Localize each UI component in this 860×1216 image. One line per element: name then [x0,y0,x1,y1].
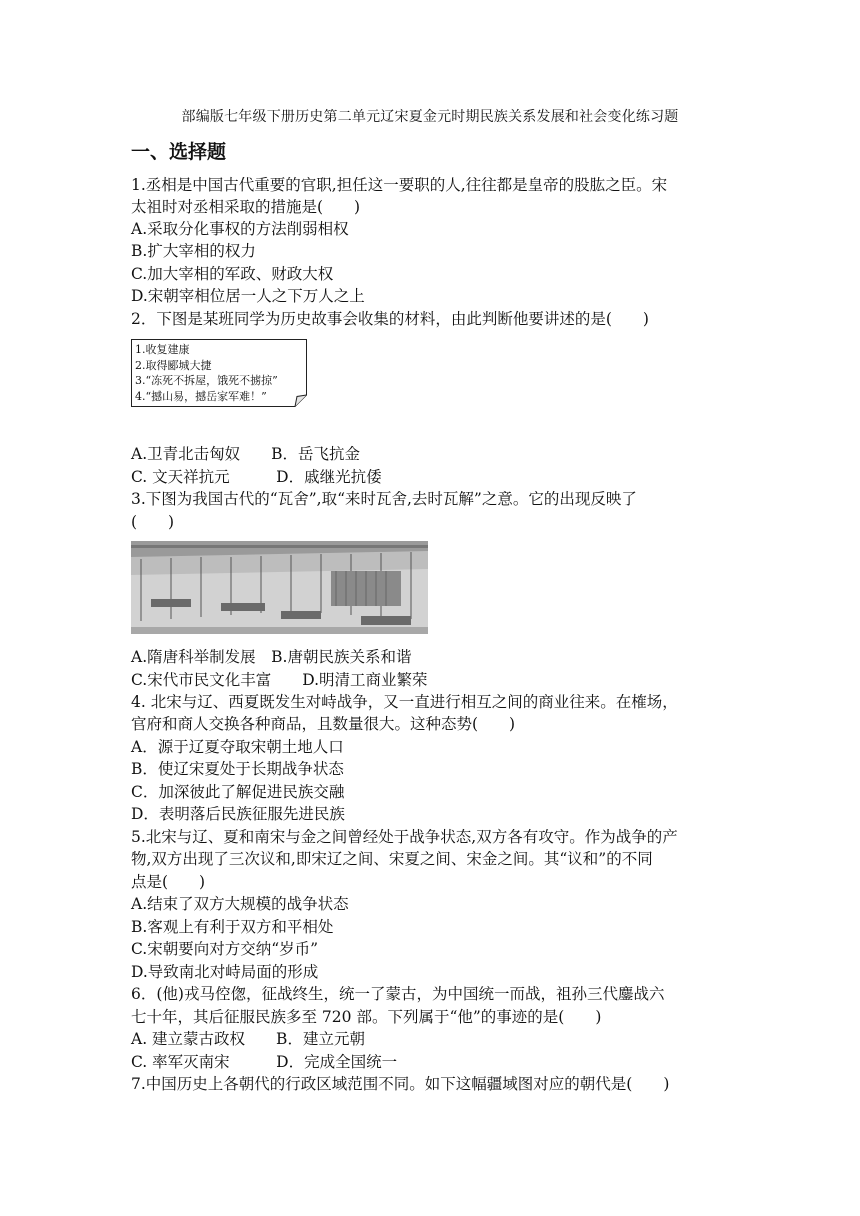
material-line-4: 4.“撼山易，撼岳家军难！” [135,389,267,403]
q4-option-b: B．使辽宋夏处于长期战争状态 [131,760,344,778]
q2-material-card [131,339,307,407]
q1-stem-line1: 1.丞相是中国古代重要的官职,担任这一要职的人,往往都是皇帝的股肱之臣。宋 [131,176,668,194]
q3-stem-line2: ( ) [131,513,175,531]
material-line-1: 1.收复建康 [135,343,190,356]
q3-options-cd: C.宋代市民文化丰富 D.明清工商业繁荣 [131,671,428,689]
q1-option-b: B.扩大宰相的权力 [131,242,256,260]
q4-stem-line1: 4. 北宋与辽、西夏既发生对峙战争，又一直进行相互之间的商业往来。在榷场， [131,693,678,711]
q6-stem-line2: 七十年，其后征服民族多至 720 部。下列属于“他”的事迹的是( ) [131,1008,602,1026]
q6-options-ab: A. 建立蒙古政权 B．建立元朝 [131,1030,365,1048]
q4-stem-line2: 官府和商人交换各种商品，且数量很大。这种态势( ) [131,715,516,733]
q7-stem: 7.中国历史上各朝代的行政区域范围不同。如下这幅疆域图对应的朝代是( ) [131,1075,670,1093]
q2-stem: 2．下图是某班同学为历史故事会收集的材料，由此判断他要讲述的是( ) [131,310,649,328]
washe-illustration [131,541,428,634]
document-title: 部编版七年级下册历史第二单元辽宋夏金元时期民族关系发展和社会变化练习题 [181,109,679,125]
material-line-3: 3.“冻死不拆屋，饿死不掳掠” [135,374,278,387]
q6-stem-line1: 6．(他)戎马倥偬，征战终生，统一了蒙古，为中国统一而战，祖孙三代鏖战六 [131,985,665,1003]
q4-option-c: C．加深彼此了解促进民族交融 [131,783,345,801]
q4-option-d: D．表明落后民族征服先进民族 [131,805,345,823]
section-heading: 一、选择题 [131,141,227,163]
q5-option-a: A.结束了双方大规模的战争状态 [131,895,349,913]
q2-options-ab: A.卫青北击匈奴 B．岳飞抗金 [131,445,361,463]
q3-options-ab: A.隋唐科举制发展 B.唐朝民族关系和谐 [131,648,412,666]
q4-option-a: A．源于辽夏夺取宋朝土地人口 [131,738,344,756]
q5-stem-line1: 5.北宋与辽、夏和南宋与金之间曾经处于战争状态,双方各有攻守。作为战争的产 [131,828,678,846]
q1-option-c: C.加大宰相的军政、财政大权 [131,265,334,283]
q5-option-d: D.导致南北对峙局面的形成 [131,963,319,981]
q5-option-c: C.宋朝要向对方交纳“岁币” [131,940,319,958]
q1-option-d: D.宋朝宰相位居一人之下万人之上 [131,287,365,305]
q5-stem-line3: 点是( ) [131,873,206,891]
q1-option-a: A.采取分化事权的方法削弱相权 [131,220,349,238]
q6-options-cd: C. 率军灭南宋 D．完成全国统一 [131,1053,398,1071]
material-line-2: 2.取得郾城大捷 [135,358,212,372]
q1-stem-line2: 太祖时对丞相采取的措施是( ) [131,198,361,216]
q5-option-b: B.客观上有利于双方和平相处 [131,918,334,936]
q5-stem-line2: 物,双方出现了三次议和,即宋辽之间、宋夏之间、宋金之间。其“议和”的不同 [131,850,653,868]
q2-options-cd: C. 文天祥抗元 D．戚继光抗倭 [131,468,382,486]
q3-stem-line1: 3.下图为我国古代的“瓦舍”,取“来时瓦舍,去时瓦解”之意。它的出现反映了 [131,490,637,508]
